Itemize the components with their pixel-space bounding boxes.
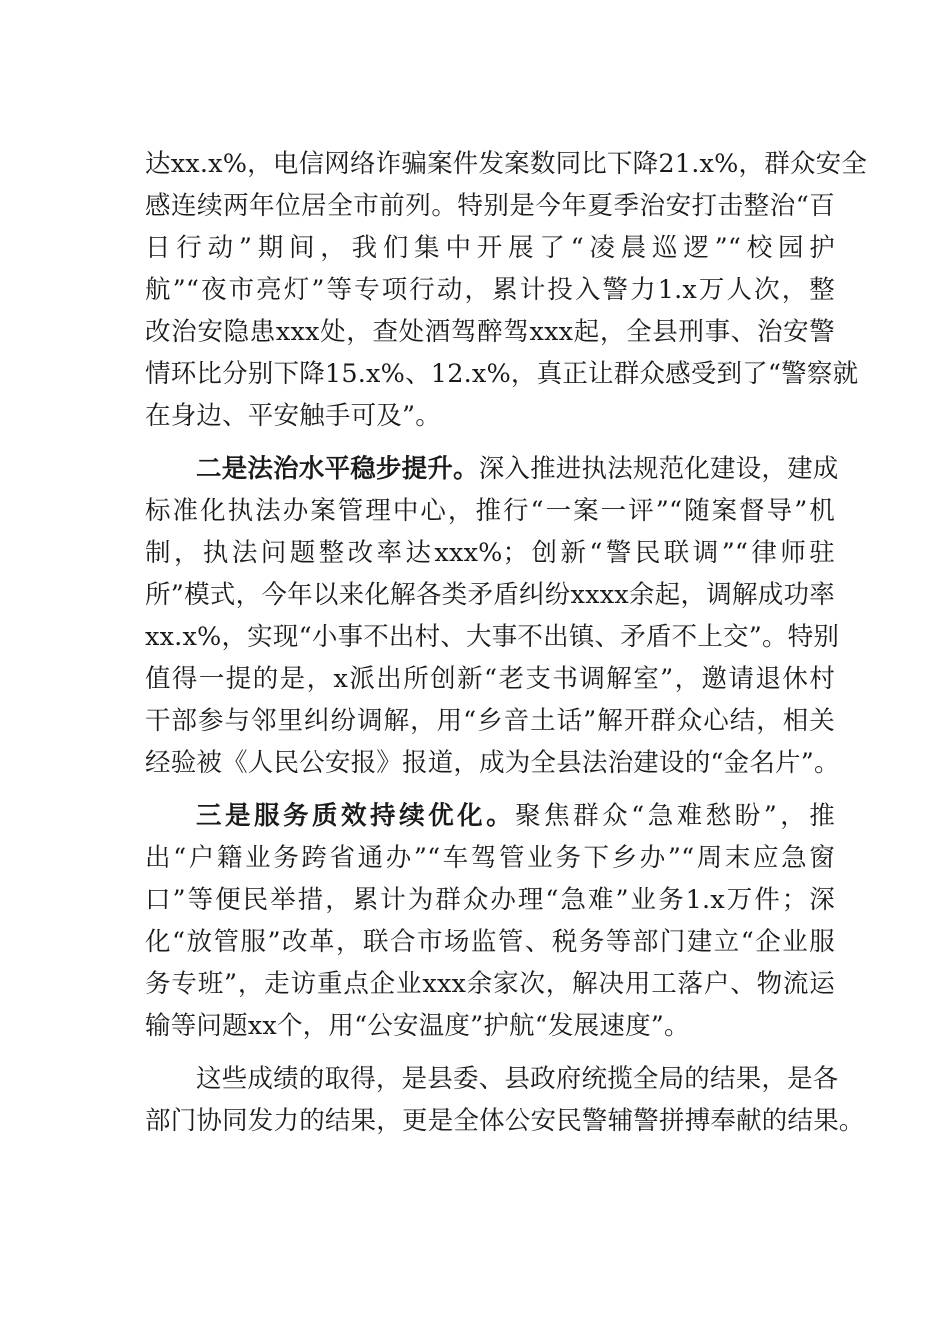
text-line: 这些成绩的取得，是县委、县政府统揽全局的结果，是各 (196, 1064, 839, 1094)
text-line: 口”等便民举措，累计为群众办理“急难”业务1.x万件；深 (145, 885, 835, 915)
text-line: 感连续两年位居全市前列。特别是今年夏季治安打击整治“百 (145, 191, 835, 221)
text-line: 输等问题xx个，用“公安温度”护航“发展速度”。 (145, 1011, 690, 1041)
text-line (145, 448, 839, 490)
text-run: 深入推进执法规范化建设，建成 (478, 454, 839, 484)
text-line: 情环比分别下降15.x%、12.x%，真正让群众感受到了“警察就 (145, 359, 859, 389)
paragraph-lead-heading: 三是服务质效持续优化。 (196, 801, 516, 831)
text-line: 化“放管服”改革，联合市场监管、税务等部门建立“企业服 (145, 927, 835, 957)
body-text (145, 143, 868, 1142)
paragraph-rule-of-law (145, 448, 840, 784)
text-line: 务专班”，走访重点企业xxx余家次，解决用工落户、物流运 (145, 969, 835, 999)
text-line: 改治安隐患xxx处，查处酒驾醉驾xxx起，全县刑事、治安警 (145, 317, 835, 347)
text-line: 航”“夜市亮灯”等专项行动，累计投入警力1.x万人次，整 (145, 275, 835, 305)
paragraph-conclusion (145, 1058, 865, 1142)
text-line: 标准化执法办案管理中心，推行“一案一评”“随案督导”机 (145, 496, 836, 526)
paragraph-lead-heading: 二是法治水平稳步提升。 (196, 454, 479, 484)
text-line: 出“户籍业务跨省通办”“车驾管业务下乡办”“周末应急窗 (145, 843, 835, 873)
text-run: 聚焦群众“急难愁盼”，推 (515, 801, 835, 831)
text-line: 经验被《人民公安报》报道，成为全县法治建设的“金名片”。 (145, 748, 840, 778)
text-line (145, 795, 835, 837)
text-line: 制，执法问题整改率达xxx%；创新“警民联调”“律师驻 (145, 538, 835, 568)
paragraph-service-quality (145, 795, 835, 1047)
text-line: 日行动”期间，我们集中开展了“凌晨巡逻”“校园护 (145, 233, 835, 263)
text-line: 达xx.x%，电信网络诈骗案件发案数同比下降21.x%，群众安全 (145, 149, 868, 179)
text-line: 在身边、平安触手可及”。 (145, 401, 441, 431)
text-line: 部门协同发力的结果，更是全体公安民警辅警拼搏奉献的结果。 (145, 1106, 865, 1136)
paragraph-public-security (145, 143, 868, 437)
text-line: 干部参与邻里纠纷调解，用“乡音土话”解开群众心结，相关 (145, 706, 835, 736)
text-line: xx.x%，实现“小事不出村、大事不出镇、矛盾不上交”。特别 (145, 622, 840, 652)
text-line: 所”模式，今年以来化解各类矛盾纠纷xxxx余起，调解成功率 (145, 580, 835, 610)
text-line: 值得一提的是，x派出所创新“老支书调解室”，邀请退休村 (145, 664, 835, 694)
